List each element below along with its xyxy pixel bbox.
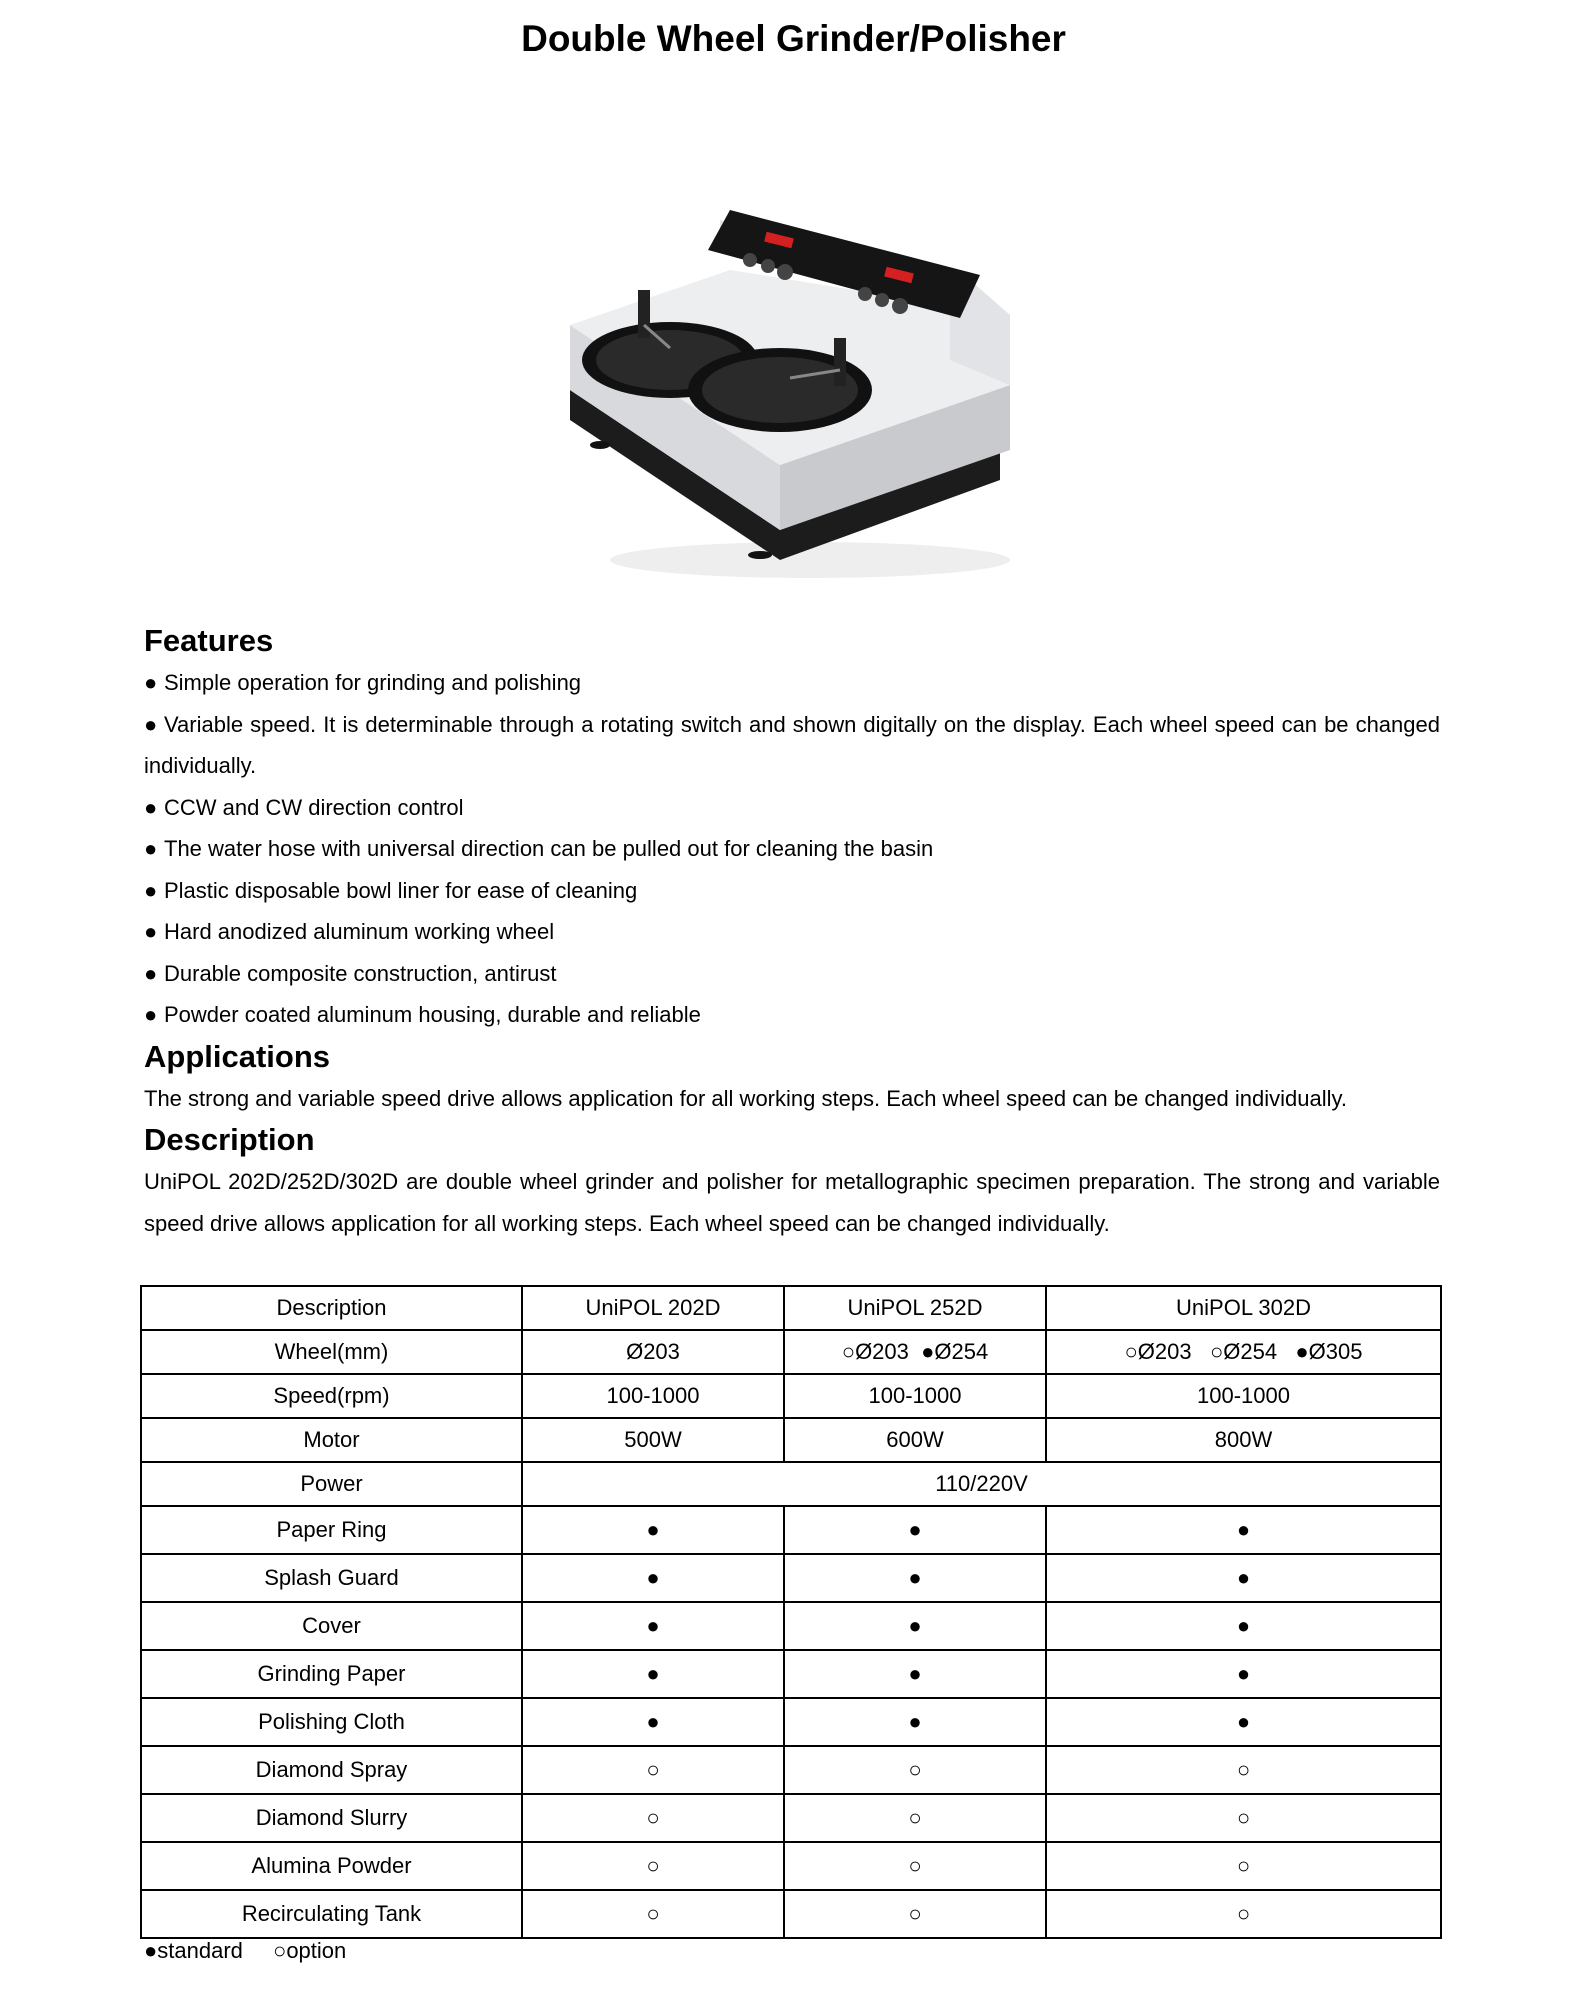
standard-mark: ● bbox=[522, 1650, 784, 1698]
table-cell: 800W bbox=[1046, 1418, 1441, 1462]
table-row bbox=[141, 1890, 1441, 1938]
applications-text: The strong and variable speed drive allows application for all working steps. Each wheel speed can be changed individually. bbox=[144, 1085, 1347, 1111]
table-row bbox=[141, 1602, 1441, 1650]
row-label: Motor bbox=[141, 1418, 522, 1462]
table-cell: 100-1000 bbox=[784, 1374, 1046, 1418]
table-row-speed bbox=[141, 1374, 1441, 1418]
standard-mark: ● bbox=[784, 1698, 1046, 1746]
standard-mark: ● bbox=[784, 1650, 1046, 1698]
standard-mark: ● bbox=[1046, 1698, 1441, 1746]
feature-item: ● CCW and CW direction control bbox=[144, 794, 464, 820]
standard-mark: ● bbox=[784, 1554, 1046, 1602]
table-row bbox=[141, 1698, 1441, 1746]
feature-item: ● Plastic disposable bowl liner for ease of cleaning bbox=[144, 877, 638, 903]
option-mark: ○ bbox=[1046, 1746, 1441, 1794]
table-row bbox=[141, 1506, 1441, 1554]
standard-mark: ● bbox=[784, 1602, 1046, 1650]
standard-mark: ● bbox=[522, 1698, 784, 1746]
header-cell: Description bbox=[141, 1286, 522, 1330]
table-row-motor bbox=[141, 1418, 1441, 1462]
description-text: UniPOL 202D/252D/302D are double wheel grinder and polisher for metallographic specimen preparation. The strong and variable speed drive allows application for all working steps. Each wheel speed can be changed individually. bbox=[144, 1169, 1440, 1236]
table-cell: ○Ø203 ○Ø254 ●Ø305 bbox=[1046, 1330, 1441, 1374]
feature-item: ● Hard anodized aluminum working wheel bbox=[144, 919, 555, 944]
spec-table bbox=[140, 1285, 1442, 1939]
table-cell: 110/220V bbox=[522, 1462, 1441, 1506]
row-label: Speed(rpm) bbox=[141, 1374, 522, 1418]
header-cell: UniPOL 302D bbox=[1046, 1286, 1441, 1330]
feature-item: ● The water hose with universal direction can be pulled out for cleaning the basin bbox=[144, 836, 934, 861]
option-mark: ○ bbox=[784, 1794, 1046, 1842]
header-cell: UniPOL 252D bbox=[784, 1286, 1046, 1330]
standard-mark: ● bbox=[1046, 1650, 1441, 1698]
table-cell: ○Ø203 ●Ø254 bbox=[784, 1330, 1046, 1374]
row-label: Polishing Cloth bbox=[141, 1698, 522, 1746]
standard-mark: ● bbox=[1046, 1602, 1441, 1650]
option-mark: ○ bbox=[522, 1746, 784, 1794]
feature-item: ● Variable speed. It is determinable through a rotating switch and shown digitally on the display. Each wheel speed can be changed individually. bbox=[144, 711, 1440, 778]
option-mark: ○ bbox=[1046, 1842, 1441, 1890]
row-label: Diamond Slurry bbox=[141, 1794, 522, 1842]
row-label: Paper Ring bbox=[141, 1506, 522, 1554]
header-cell: UniPOL 202D bbox=[522, 1286, 784, 1330]
row-label: Recirculating Tank bbox=[141, 1890, 522, 1938]
grinder-polisher-image bbox=[520, 90, 1060, 620]
applications-heading: Applications bbox=[144, 1038, 331, 1074]
table-header-row bbox=[141, 1286, 1441, 1330]
row-label: Cover bbox=[141, 1602, 522, 1650]
option-mark: ○ bbox=[1046, 1794, 1441, 1842]
table-row-wheel bbox=[141, 1330, 1441, 1374]
option-mark: ○ bbox=[784, 1842, 1046, 1890]
table-cell: 100-1000 bbox=[1046, 1374, 1441, 1418]
legend bbox=[144, 1938, 370, 1964]
row-label: Power bbox=[141, 1462, 522, 1506]
standard-mark: ● bbox=[1046, 1554, 1441, 1602]
legend-option: ○option bbox=[273, 1938, 347, 1963]
table-cell: 600W bbox=[784, 1418, 1046, 1462]
table-row-power bbox=[141, 1462, 1441, 1506]
option-mark: ○ bbox=[522, 1890, 784, 1938]
standard-mark: ● bbox=[522, 1554, 784, 1602]
option-mark: ○ bbox=[522, 1842, 784, 1890]
page-title: Double Wheel Grinder/Polisher bbox=[521, 18, 1066, 59]
option-mark: ○ bbox=[1046, 1890, 1441, 1938]
feature-item: ● Powder coated aluminum housing, durable and reliable bbox=[144, 1002, 701, 1027]
row-label: Grinding Paper bbox=[141, 1650, 522, 1698]
feature-item: ● Simple operation for grinding and polishing bbox=[144, 670, 582, 695]
row-label: Alumina Powder bbox=[141, 1842, 522, 1890]
table-row bbox=[141, 1554, 1441, 1602]
row-label: Splash Guard bbox=[141, 1554, 522, 1602]
row-label: Wheel(mm) bbox=[141, 1330, 522, 1374]
features-list bbox=[144, 662, 1440, 1036]
legend-standard: ●standard bbox=[144, 1938, 243, 1963]
table-cell: 100-1000 bbox=[522, 1374, 784, 1418]
option-mark: ○ bbox=[784, 1890, 1046, 1938]
feature-item: ● Durable composite construction, antirust bbox=[144, 960, 557, 986]
standard-mark: ● bbox=[1046, 1506, 1441, 1554]
features-heading: Features bbox=[144, 623, 274, 658]
option-mark: ○ bbox=[784, 1746, 1046, 1794]
table-row bbox=[141, 1650, 1441, 1698]
table-row bbox=[141, 1842, 1441, 1890]
option-mark: ○ bbox=[522, 1794, 784, 1842]
table-cell: Ø203 bbox=[522, 1330, 784, 1374]
standard-mark: ● bbox=[784, 1506, 1046, 1554]
table-row bbox=[141, 1746, 1441, 1794]
row-label: Diamond Spray bbox=[141, 1746, 522, 1794]
standard-mark: ● bbox=[522, 1602, 784, 1650]
table-cell: 500W bbox=[522, 1418, 784, 1462]
description-heading: Description bbox=[144, 1122, 315, 1157]
table-row bbox=[141, 1794, 1441, 1842]
standard-mark: ● bbox=[522, 1506, 784, 1554]
